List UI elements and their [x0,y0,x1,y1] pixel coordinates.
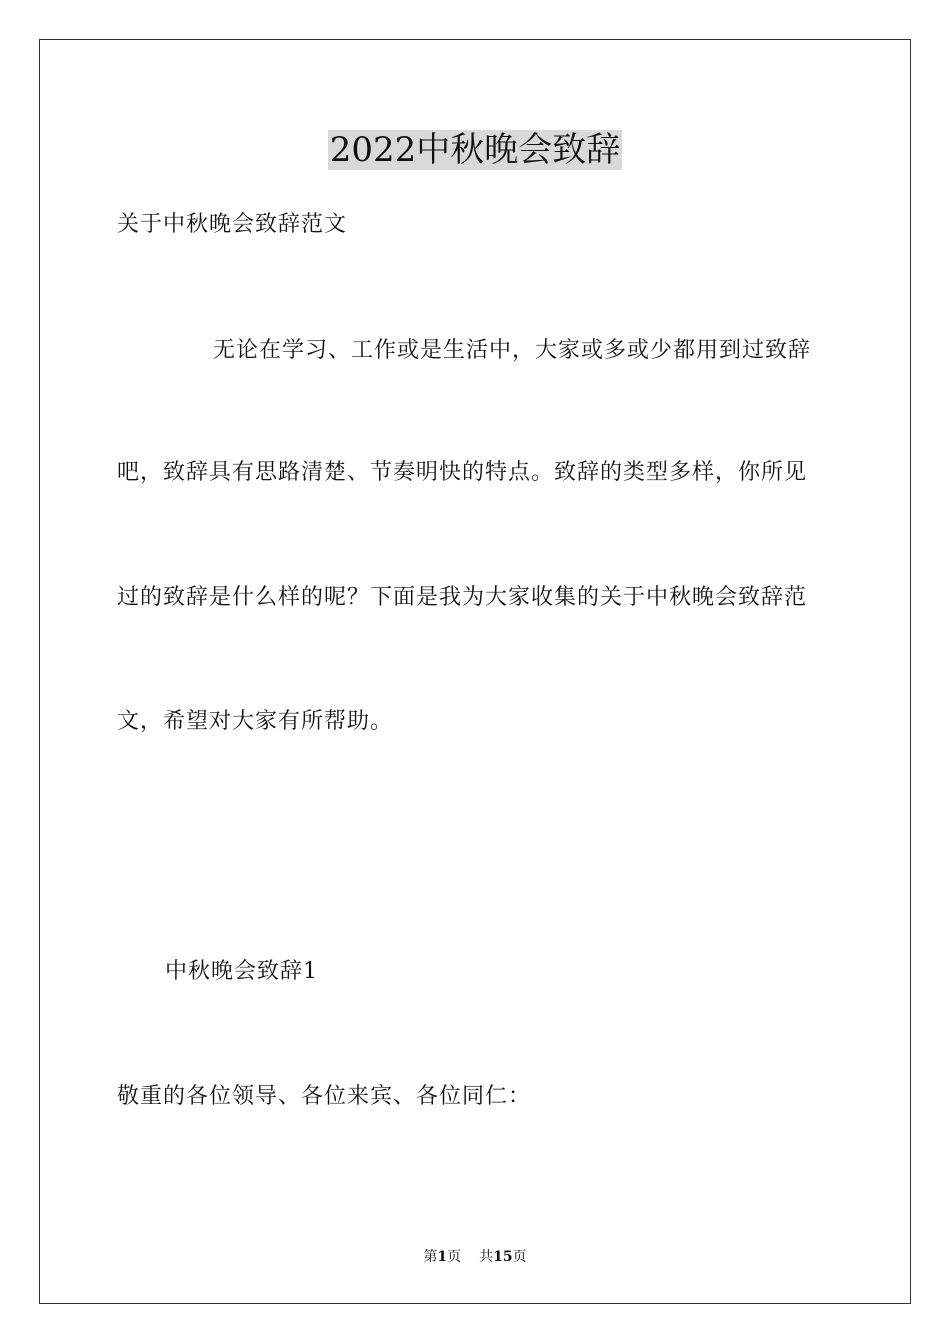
intro-line-4: 文，希望对大家有所帮助。 [117,709,394,734]
intro-line-1: 无论在学习、工作或是生活中，大家或多或少都用到过致辞 [213,338,812,363]
intro-line-3: 过的致辞是什么样的呢？下面是我为大家收集的关于中秋晚会致辞范 [117,585,808,610]
footer-total-pages: 15 [493,1249,513,1265]
salutation: 敬重的各位领导、各位来宾、各位同仁： [117,1084,532,1109]
document-title-text: 2022中秋晚会致辞 [329,130,621,170]
footer-total-prefix: 共 [479,1249,494,1265]
intro-line-2: 吧，致辞具有思路清楚、节奏明快的特点。致辞的类型多样，你所见 [117,460,808,485]
section-heading: 中秋晚会致辞1 [165,959,318,984]
footer-page-number: 1 [437,1249,448,1265]
page-footer [0,1247,950,1267]
footer-page-prefix: 第 [423,1249,438,1265]
footer-total-suffix: 页 [512,1249,527,1265]
document-title [0,128,950,172]
document-subtitle: 关于中秋晚会致辞范文 [117,212,348,237]
footer-page-suffix: 页 [447,1249,462,1265]
